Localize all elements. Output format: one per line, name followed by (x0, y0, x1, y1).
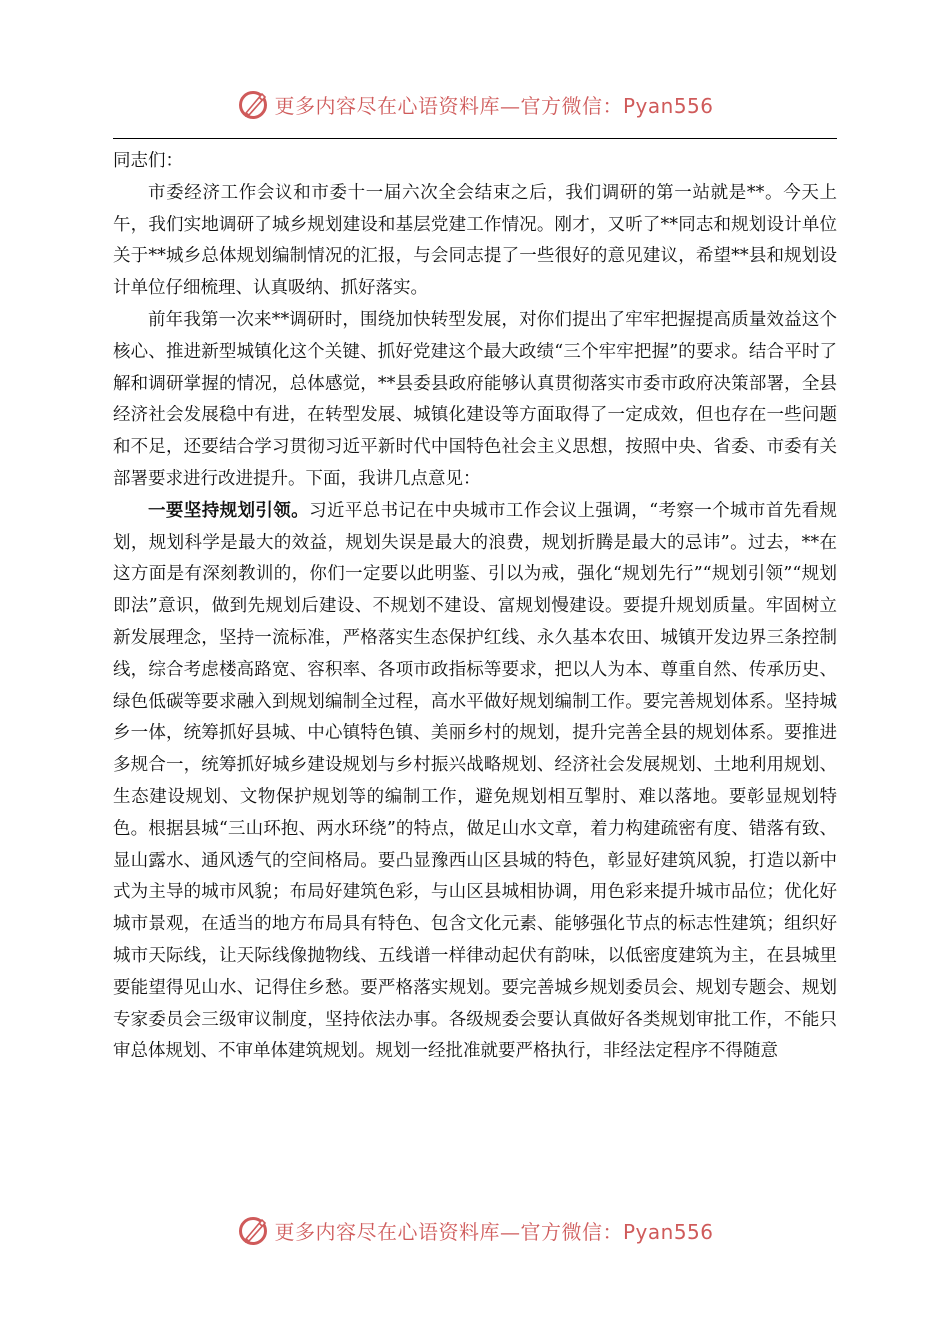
pen-circle-logo-icon (236, 87, 270, 121)
header-wechat-id: Pyan556 (622, 93, 714, 118)
pen-circle-logo-icon (236, 1213, 270, 1247)
salutation: 同志们： (113, 151, 183, 171)
paragraph-2: 前年我第一次来**调研时，围绕加快转型发展，对你们提出了牢牢把握提高质量效益这个核心、推进新型城镇化这个关键、抓好党建这个最大政绩“三个牢牢把握”的要求。结合平时了解和调研掌握的情况，总体感觉，**县委县政府能够认真贯彻落实市委市政府决策部署，全县经济社会发展稳中有进，在转型发展、城镇化建设等方面取得了一定成效，但也存在一些问题和不足，还要结合学习贯彻习近平新时代中国特色社会主义思想，按照中央、省委、市委有关部署要求进行改进提升。下面，我讲几点意见： (113, 309, 837, 489)
paragraph-3 (113, 496, 837, 1068)
document-body (113, 146, 837, 1068)
header-banner-text: 更多内容尽在心语资料库—官方微信：Pyan556 (274, 93, 714, 118)
header-divider (113, 138, 837, 139)
paragraph-3-text: 习近平总书记在中央城市工作会议上强调，“考察一个城市首先看规划，规划科学是最大的效益，规划失误是最大的浪费，规划折腾是最大的忌讳”。过去，**在这方面是有深刻教训的，你们一定要以此明鉴、引以为戒，强化“规划先行”“规划引领”“规划即法”意识，做到先规划后建设、不规划不建设、富规划慢建设。要提升规划质量。牢固树立新发展理念，坚持一流标准，严格落实生态保护红线、永久基本农田、城镇开发边界三条控制线，综合考虑楼高路宽、容积率、各项市政指标等要求，把以人为本、尊重自然、传承历史、绿色低碳等要求融入到规划编制全过程，高水平做好规划编制工作。要完善规划体系。坚持城乡一体，统筹抓好县城、中心镇特色镇、美丽乡村的规划，提升完善全县的规划体系。要推进多规合一，统筹抓好城乡建设规划与乡村振兴战略规划、经济社会发展规划、土地利用规划、生态建设规划、文物保护规划等的编制工作，避免规划相互掣肘、难以落地。要彰显规划特色。根据县城“三山环抱、两水环绕”的特点，做足山水文章，着力构建疏密有度、错落有致、显山露水、通风透气的空间格局。要凸显豫西山区县城的特色，彰显好建筑风貌，打造以新中式为主导的城市风貌；布局好建筑色彩，与山区县城相协调，用色彩来提升城市品位；优化好城市景观，在适当的地方布局具有特色、包含文化元素、能够强化节点的标志性建筑；组织好城市天际线，让天际线像抛物线、五线谱一样律动起伏有韵味，以低密度建筑为主，在县城里要能望得见山水、记得住乡愁。要严格落实规划。要完善城乡规划委员会、规划专题会、规划专家委员会三级审议制度，坚持依法办事。各级规委会要认真做好各类规划审批工作，不能只审总体规划、不审单体建筑规划。规划一经批准就要严格执行，非经法定程序不得随意 (113, 500, 838, 1062)
footer-banner (0, 1210, 950, 1250)
header-banner (0, 84, 950, 124)
paragraph-1: 市委经济工作会议和市委十一届六次全会结束之后，我们调研的第一站就是**。今天上午，我们实地调研了城乡规划建设和基层党建工作情况。刚才，又听了**同志和规划设计单位关于**城乡总体规划编制情况的汇报，与会同志提了一些很好的意见建议，希望**县和规划设计单位仔细梳理、认真吸纳、抓好落实。 (113, 182, 837, 299)
section-heading: 一要坚持规划引领。 (148, 500, 310, 521)
footer-banner-text: 更多内容尽在心语资料库—官方微信：Pyan556 (274, 1219, 714, 1244)
footer-wechat-id: Pyan556 (622, 1219, 714, 1244)
